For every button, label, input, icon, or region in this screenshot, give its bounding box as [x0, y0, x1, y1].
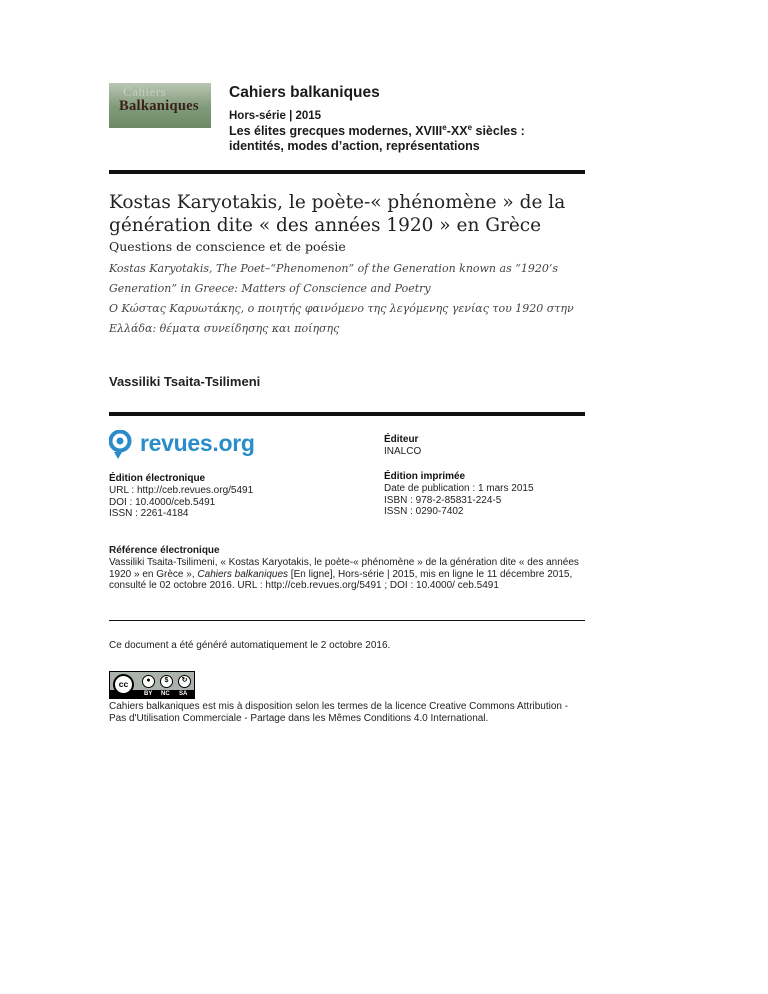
creative-commons-badge[interactable]	[109, 671, 195, 699]
article-subtitle: Questions de conscience et de poésie	[109, 239, 346, 254]
reference-label: Référence électronique	[109, 545, 220, 556]
electronic-doi: DOI : 10.4000/ceb.5491	[109, 496, 216, 508]
header-divider	[109, 170, 585, 174]
revues-logo-text: revues.org	[140, 430, 255, 456]
editeur-value: INALCO	[384, 446, 422, 457]
logo-text: Balkaniques	[119, 98, 199, 114]
electronic-edition-label: Édition électronique	[109, 473, 206, 484]
sharealike-icon: ↻	[178, 675, 191, 688]
issue-title: Les élites grecques modernes, XVIIIe-XXe siècles : identités, modes d’action, représentations	[229, 123, 525, 153]
author-name: Vassiliki Tsaita-Tsilimeni	[109, 374, 261, 389]
print-date: Date de publication : 1 mars 2015	[384, 483, 534, 494]
greek-title: Ο Κώστας Καρυωτάκης, ο ποιητής φαινόμενο της λεγόμενης γενίας του 1920 στην Ελλάδα: θέματα συνείδησης και ποίησης	[109, 302, 574, 335]
revues-bubble-icon	[109, 430, 137, 460]
cc-icon: cc	[113, 674, 134, 695]
journal-logo	[109, 83, 211, 128]
print-edition-label: Édition imprimée	[384, 471, 466, 482]
journal-title: Cahiers balkaniques	[229, 84, 380, 101]
electronic-url[interactable]: URL : http://ceb.revues.org/5491	[109, 485, 254, 496]
noncommercial-icon: $	[160, 675, 173, 688]
cc-by-label: BY	[144, 691, 153, 697]
article-title: Kostas Karyotakis, le poète-« phénomène » de la génération dite « des années 1920 » en Grèce	[109, 192, 566, 236]
english-title: Kostas Karyotakis, The Poet–“Phenomenon” of the Generation known as “1920’s Generation” in Greece: Matters of Conscience and Poetry	[109, 262, 558, 295]
print-issn: ISSN : 0290-7402	[384, 506, 464, 517]
editeur-label: Éditeur	[384, 434, 419, 445]
reference-divider	[109, 620, 585, 621]
license-text: Cahiers balkaniques est mis à disposition selon les termes de la licence Creative Commons Attribution - Pas d'Utilisation Commerciale - Partage dans les Mêmes Conditions 4.0 International.	[109, 701, 569, 724]
issue-line: Hors-série | 2015	[229, 110, 322, 122]
reference-text: Vassiliki Tsaita-Tsilimeni, « Kostas Karyotakis, le poète-« phénomène » de la génération dite « des années 1920 » en Grèce », Cahiers balkaniques [En ligne], Hors-série | 2015, mis en ligne le 11 décembre 2015, consulté le 02 octobre 2016. URL : http://ceb.revues.org/5491 ; DOI : 10.4000/ ceb.5491	[109, 557, 579, 592]
electronic-issn: ISSN : 2261-4184	[109, 508, 189, 519]
author-divider	[109, 412, 585, 416]
attribution-icon: ●	[142, 675, 155, 688]
cc-nc-label: NC	[161, 691, 170, 697]
generated-notice: Ce document a été généré automatiquement le 2 octobre 2016.	[109, 640, 391, 651]
cc-sa-label: SA	[179, 691, 188, 697]
print-isbn: ISBN : 978-2-85831-224-5	[384, 494, 502, 506]
logo-ghost-text: Cahiers	[123, 84, 167, 99]
